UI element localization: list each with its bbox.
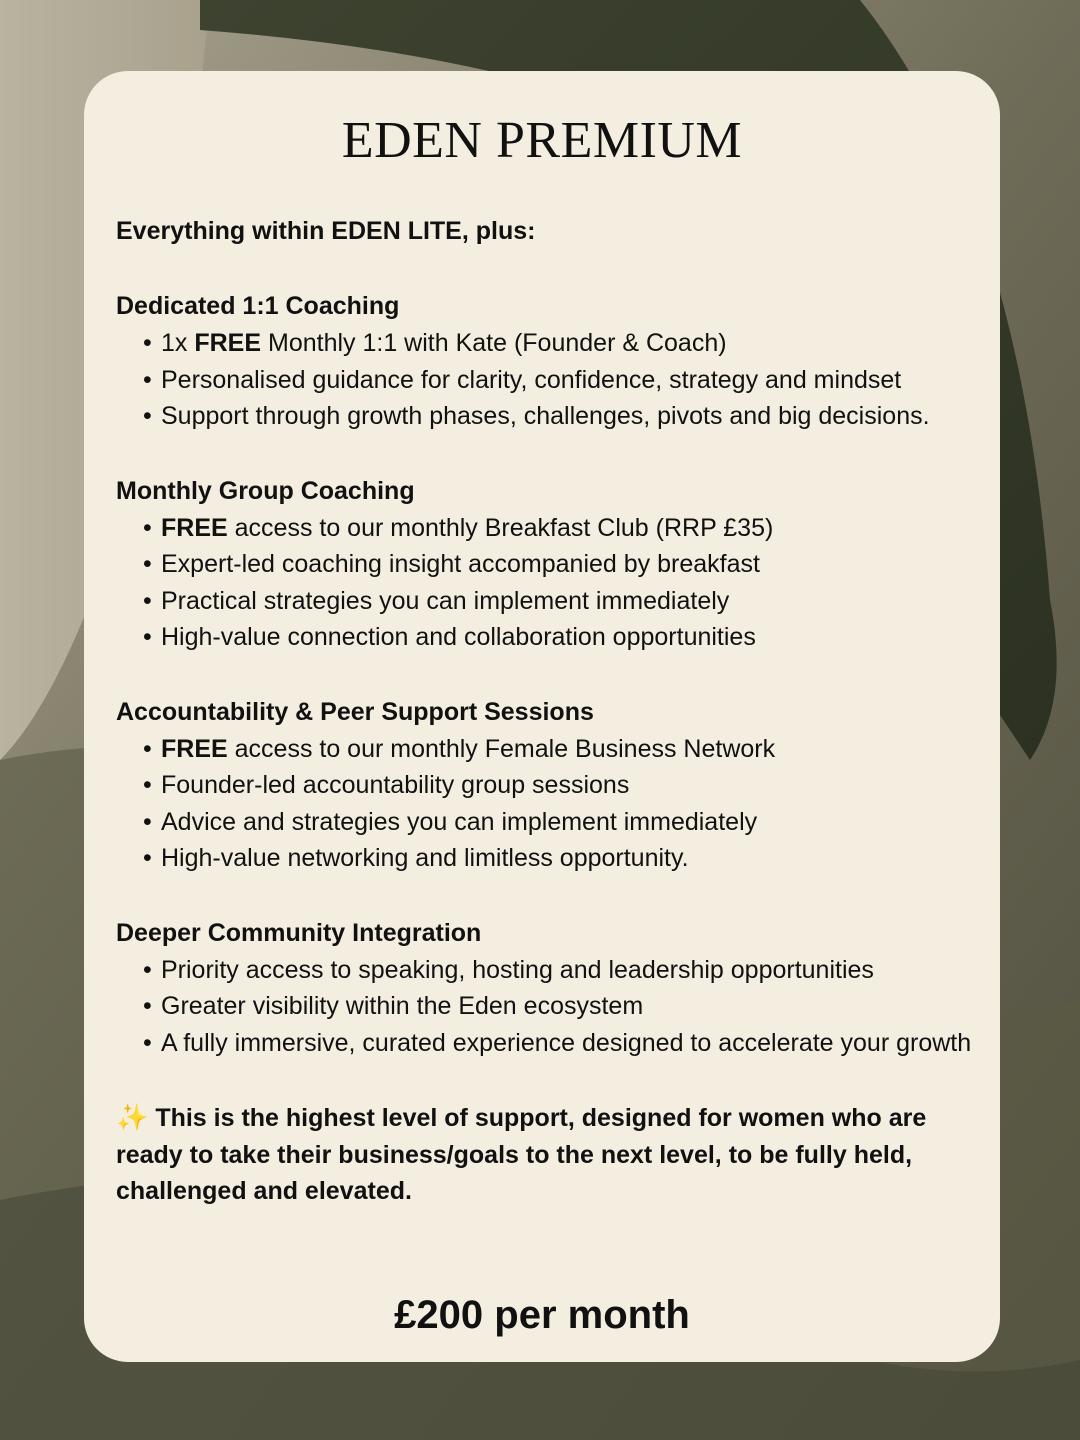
list-item-text <box>161 1029 971 1057</box>
bullet-icon: • <box>143 771 152 799</box>
item-body: Support through growth phases, challenges, pivots and big decisions. <box>161 402 930 430</box>
list-item <box>143 510 972 547</box>
item-body: High-value networking and limitless opportunity. <box>161 844 689 872</box>
item-body: Founder-led accountability group sessions <box>161 771 630 799</box>
bullet-list <box>116 731 972 877</box>
item-body: Greater visibility within the Eden ecosystem <box>161 992 644 1020</box>
bullet-list <box>116 325 972 435</box>
bullet-icon: • <box>143 402 152 430</box>
item-emphasis: FREE <box>161 513 228 542</box>
bullet-icon: • <box>143 807 152 836</box>
list-item <box>143 546 972 583</box>
list-item <box>143 952 972 989</box>
section-heading: Deeper Community Integration <box>116 918 482 947</box>
item-body: Advice and strategies you can implement immediately <box>161 807 758 836</box>
list-item-text <box>161 956 874 984</box>
list-item-text <box>161 735 775 763</box>
list-item <box>143 988 972 1025</box>
list-item <box>143 583 972 620</box>
list-item-text <box>161 992 643 1020</box>
bullet-list <box>116 510 972 656</box>
item-body: Expert-led coaching insight accompanied by breakfast <box>161 550 760 578</box>
sections <box>116 288 972 1061</box>
item-body: A fully immersive, curated experience designed to accelerate your growth <box>161 1028 972 1057</box>
bullet-icon: • <box>143 329 152 357</box>
item-body: access to our monthly Breakfast Club (RRP £35) <box>227 513 774 542</box>
closing-body: This is the highest level of support, designed for women who are ready to take their business/goals to the next level, to be fully held, challenged and elevated. <box>116 1104 927 1205</box>
closing-text <box>116 1099 972 1210</box>
price-label: £200 per month <box>394 1293 690 1337</box>
intro-text: Everything within EDEN LITE, plus: <box>116 217 536 245</box>
section-2 <box>116 473 972 656</box>
list-item-text <box>161 623 756 651</box>
section-1 <box>116 288 972 435</box>
list-item <box>143 767 972 804</box>
card-content <box>116 213 972 1210</box>
item-emphasis: FREE <box>161 734 228 763</box>
pricing-card <box>84 71 1000 1362</box>
sparkles-icon: ✨ <box>116 1102 149 1132</box>
section-3 <box>116 694 972 877</box>
list-item-text <box>161 771 629 799</box>
item-prefix: 1x <box>161 329 195 357</box>
list-item-text <box>161 366 901 394</box>
bullet-icon: • <box>143 734 152 763</box>
section-heading: Dedicated 1:1 Coaching <box>116 292 400 320</box>
bullet-icon: • <box>143 550 152 578</box>
bullet-icon: • <box>143 365 152 394</box>
bullet-icon: • <box>143 844 152 872</box>
item-body: Practical strategies you can implement immediately <box>161 586 730 615</box>
item-emphasis: FREE <box>194 329 262 357</box>
item-body: High-value connection and collaboration opportunities <box>161 623 756 651</box>
list-item-text <box>161 587 729 615</box>
list-item-text <box>161 808 757 836</box>
bullet-icon: • <box>143 955 152 984</box>
bullet-list <box>116 952 972 1062</box>
list-item <box>143 619 972 656</box>
list-item-text <box>161 329 727 357</box>
bullet-icon: • <box>143 623 152 651</box>
list-item <box>143 398 972 435</box>
list-item <box>143 804 972 841</box>
item-body: access to our monthly Female Business Network <box>227 734 776 763</box>
list-item-text <box>161 550 760 578</box>
section-heading: Monthly Group Coaching <box>116 476 415 505</box>
list-item <box>143 731 972 768</box>
bullet-icon: • <box>143 992 152 1020</box>
list-item <box>143 362 972 399</box>
bullet-icon: • <box>143 513 152 542</box>
list-item-text <box>161 402 930 430</box>
item-body: Personalised guidance for clarity, confidence, strategy and mindset <box>161 365 902 394</box>
item-body: Monthly 1:1 with Kate (Founder & Coach) <box>261 329 727 357</box>
list-item <box>143 1025 972 1062</box>
list-item-text <box>161 844 689 872</box>
section-heading: Accountability & Peer Support Sessions <box>116 697 594 726</box>
list-item <box>143 325 972 362</box>
bullet-icon: • <box>143 1028 152 1057</box>
list-item-text <box>161 514 773 542</box>
item-body: Priority access to speaking, hosting and leadership opportunities <box>161 955 874 984</box>
bullet-icon: • <box>143 586 152 615</box>
section-4 <box>116 915 972 1062</box>
page-title: EDEN PREMIUM <box>341 112 743 169</box>
list-item <box>143 840 972 877</box>
